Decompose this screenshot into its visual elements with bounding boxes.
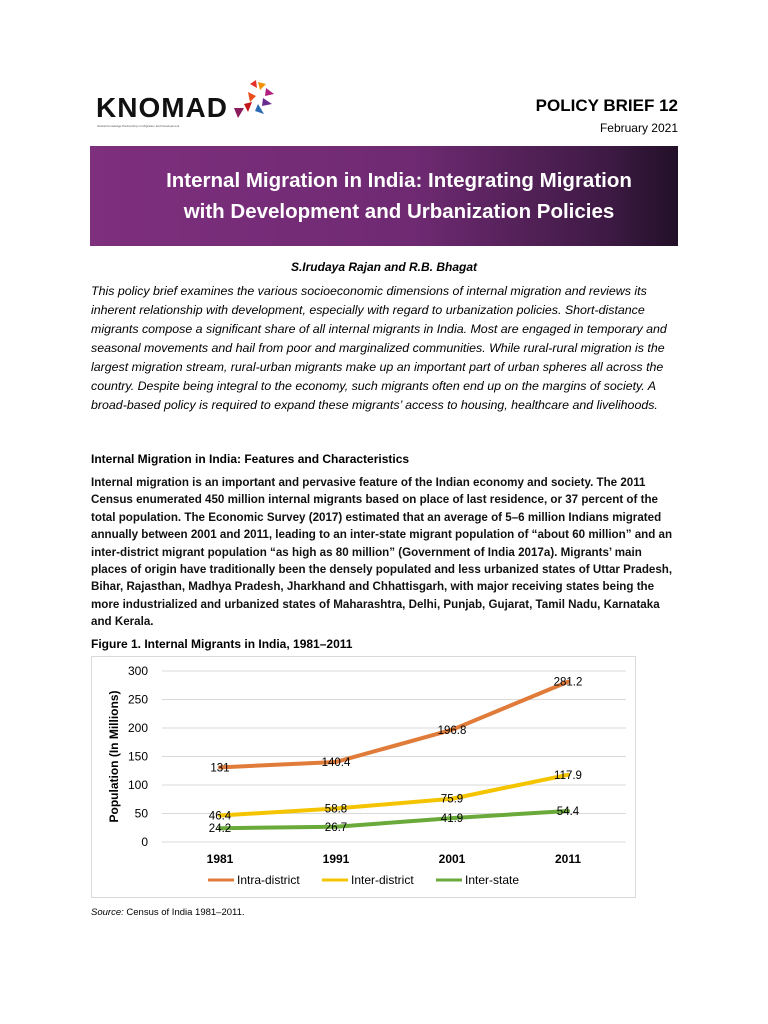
y-tick-label: 300 xyxy=(127,664,148,678)
data-label: 41.9 xyxy=(440,813,464,826)
source-label: Source: xyxy=(91,907,124,918)
legend-label: Intra-district xyxy=(237,873,300,887)
y-tick-label: 100 xyxy=(127,778,148,792)
legend-label: Inter-state xyxy=(465,873,520,887)
y-tick-label: 150 xyxy=(127,749,148,764)
figure-source xyxy=(91,907,245,918)
data-label: 46.4 xyxy=(208,810,232,823)
source-text: Census of India 1981–2011. xyxy=(123,907,245,918)
data-label: 196.8 xyxy=(437,724,467,737)
section-body-text: Internal migration is an important and pervasive feature of the Indian economy and society. The 2011 Census enumerated 450 million internal migrants based on place of last residence, or 37 percent of the total population. The Economic Survey (2017) estimated that an average of 5–6 million Indians migrated annually between 2001 and 2011, leading to an inter-state migrant population of “about 60 million” and an inter-district migrant population “as high as 80 million” (Government of India 2017a). Migrants’ main places of origin have traditionally been the densely populated and less urbanized states of Uttar Pradesh, Bihar, Rajasthan, Madhya Pradesh, Jharkhand and Chhattisgarh, with major receiving states being the more industrialized and urbanized states of Maharashtra, Delhi, Punjab, Gujarat, Tamil Nadu, Karnataka and Kerala. xyxy=(91,476,673,629)
data-label: 140.4 xyxy=(321,756,351,769)
line-chart xyxy=(91,656,636,898)
data-label: 117.9 xyxy=(554,769,582,782)
y-tick-label: 200 xyxy=(127,721,148,735)
y-tick-label: 250 xyxy=(127,692,148,707)
logo-wordmark: KNOMAD xyxy=(96,92,228,123)
x-tick-label: 1991 xyxy=(322,852,350,866)
logo-subtitle: Global Knowledge Partnership on Migration and Development xyxy=(97,124,180,128)
data-label: 75.9 xyxy=(440,793,464,806)
x-tick-label: 2011 xyxy=(554,852,582,866)
data-label: 281.2 xyxy=(553,676,583,689)
series-line xyxy=(220,682,568,768)
y-axis-label: Population (In Millions) xyxy=(107,690,121,823)
y-tick-label: 0 xyxy=(141,835,148,849)
y-tick-label: 50 xyxy=(134,806,148,821)
section-body xyxy=(91,474,681,631)
policy-brief-number: POLICY BRIEF 12 xyxy=(535,96,678,115)
series-line xyxy=(220,775,568,816)
data-label: 54.4 xyxy=(556,805,580,818)
legend-label: Inter-district xyxy=(351,873,414,887)
x-tick-label: 2001 xyxy=(438,852,466,866)
abstract-text: This policy brief examines the various socioeconomic dimensions of internal migration and reviews its inherent relationship with development, especially with regard to urbanization policies. Short-distance migrants compose a significant share of all internal migrants in India. Most are engaged in temporary and seasonal movements and hail from poor and marginalized communities. While rural-rural migration is the largest migration stream, rural-urban migrants make up an important part of urban spheres all across the country. Despite being integral to the economy, such migrants often end up on the margins of society. A broad-based policy is required to expand these migrants’ access to housing, healthcare and livelihoods. xyxy=(91,284,667,412)
data-label: 24.2 xyxy=(208,823,232,836)
authors: S.Irudaya Rajan and R.B. Bhagat xyxy=(290,260,478,274)
section-heading: Internal Migration in India: Features and Characteristics xyxy=(91,452,410,466)
x-tick-label: 1981 xyxy=(206,852,234,866)
title-banner xyxy=(90,146,678,246)
figure-title: Figure 1. Internal Migrants in India, 1981–2011 xyxy=(91,637,353,651)
data-label: 58.8 xyxy=(324,803,348,816)
publication-date: February 2021 xyxy=(599,121,678,135)
data-label: 26.7 xyxy=(324,821,348,834)
abstract xyxy=(91,282,681,415)
knomad-logo xyxy=(96,78,276,130)
chart-svg xyxy=(92,657,637,899)
title-line-2: with Development and Urbanization Policies xyxy=(183,200,615,223)
logo-mark-icon xyxy=(230,78,276,124)
title-line-1: Internal Migration in India: Integrating Migration xyxy=(166,169,632,192)
data-label: 131 xyxy=(210,762,230,775)
